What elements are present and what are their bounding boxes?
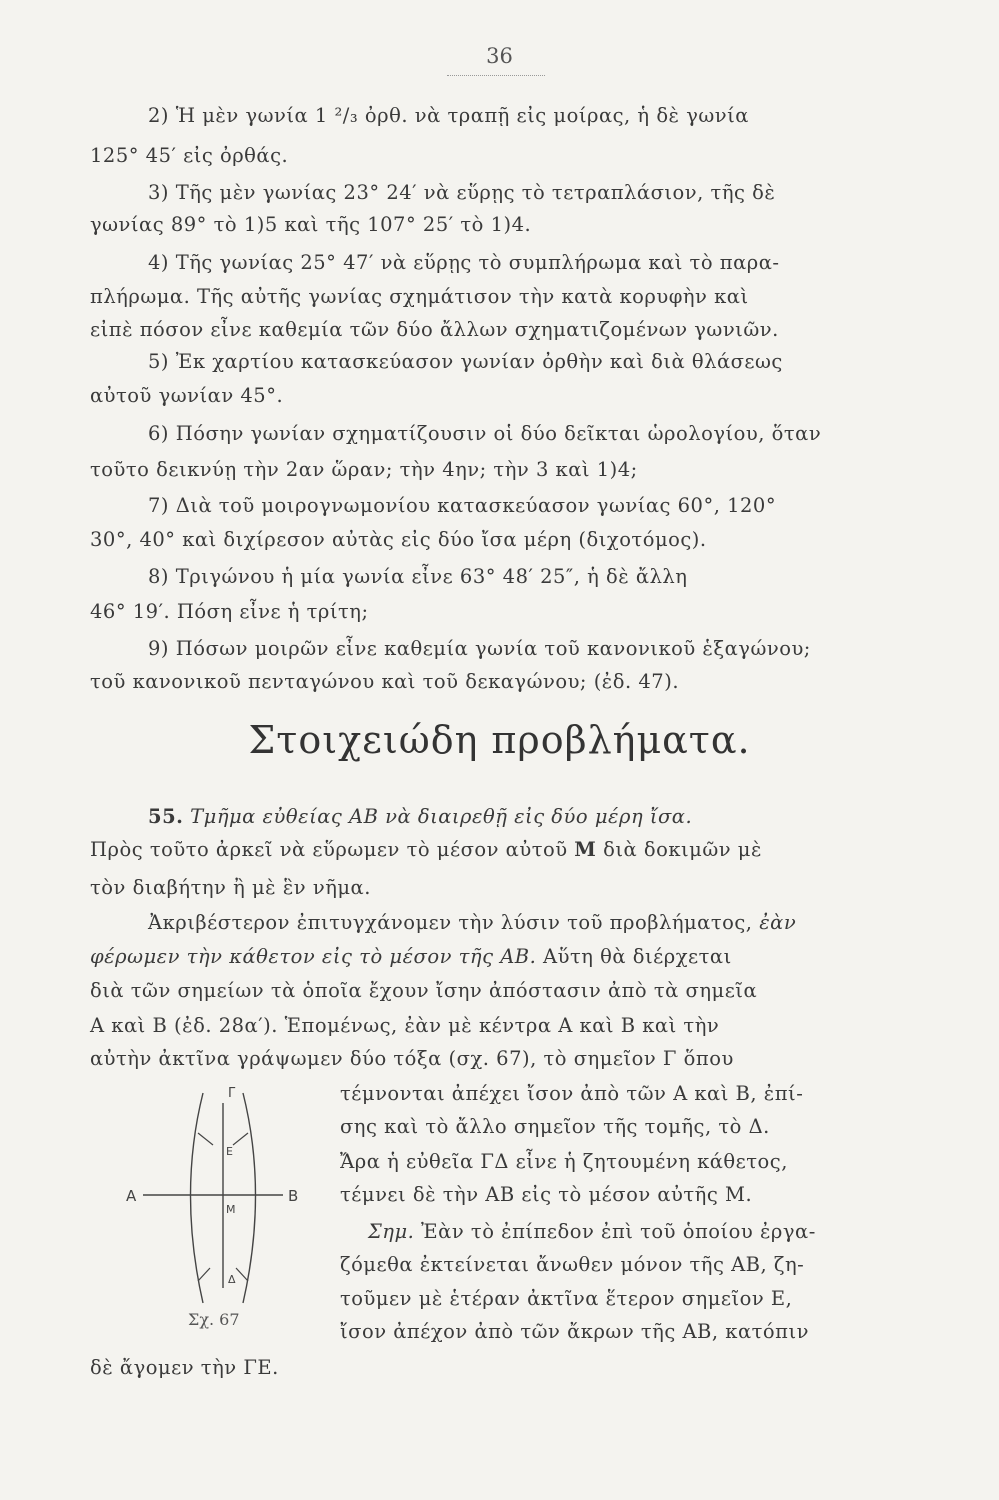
label-m: Μ <box>226 1203 236 1216</box>
section-heading: Στοιχειώδη προβλήματα. <box>248 718 751 762</box>
problem-line <box>90 945 905 969</box>
exercise-line: 125° 45′ εἰς ὀρθάς. <box>90 144 289 167</box>
problem-text: διὰ δοκιμῶν μὲ <box>603 838 762 861</box>
note-label: Σημ. <box>368 1220 415 1243</box>
point-m: Μ <box>574 838 597 861</box>
page-number: 36 <box>486 44 513 68</box>
problem-title: Τμῆμα εὐθείας ΑΒ νὰ διαιρεθῇ εἰς δύο μέρη ἴσα. <box>190 805 693 828</box>
exercise-line: 6) Πόσην γωνίαν σχηματίζουσιν οἱ δύο δεῖκται ὡρολογίου, ὅταν <box>148 422 822 445</box>
right-line: τέμνονται ἀπέχει ἴσον ἀπὸ τῶν Α καὶ Β, ἐπί- <box>340 1082 804 1105</box>
problem-line: τὸν διαβήτην ἢ μὲ ἓν νῆμα. <box>90 876 371 899</box>
note-line: δὲ ἄγομεν τὴν ΓΕ. <box>90 1356 279 1379</box>
problem-italic: ἐὰν <box>759 911 797 934</box>
exercise-line: 4) Τῆς γωνίας 25° 47′ νὰ εὕρῃς τὸ συμπλήρωμα καὶ τὸ παρα- <box>148 251 780 274</box>
exercise-line: 30°, 40° καὶ διχίρεσον αὐτὰς εἰς δύο ἴσα μέρη (διχοτόμος). <box>90 528 707 551</box>
label-e: Ε <box>226 1145 233 1158</box>
right-line: σης καὶ τὸ ἄλλο σημεῖον τῆς τομῆς, τὸ Δ. <box>340 1115 770 1138</box>
exercise-line: πλήρωμα. Τῆς αὐτῆς γωνίας σχημάτισον τὴν κατὰ κορυφὴν καὶ <box>90 285 749 308</box>
exercise-line: γωνίας 89° τὸ 1)5 καὶ τῆς 107° 25′ τὸ 1)4. <box>90 213 532 236</box>
arc-right <box>243 1093 256 1303</box>
right-line: Ἄρα ἡ εὐθεῖα ΓΔ εἶνε ἡ ζητουμένη κάθετος, <box>340 1150 788 1173</box>
figure-caption: Σχ. 67 <box>188 1310 240 1329</box>
label-d: Δ <box>228 1273 236 1286</box>
exercise-line: τοῦ κανονικοῦ πενταγώνου καὶ τοῦ δεκαγώνου; (ἐδ. 47). <box>90 670 680 693</box>
exercise-line: εἰπὲ πόσον εἶνε καθεμία τῶν δύο ἄλλων σχηματιζομένων γωνιῶν. <box>90 318 779 341</box>
problem-line: αὐτὴν ἀκτῖνα γράψωμεν δύο τόξα (σχ. 67), τὸ σημεῖον Γ ὅπου <box>90 1047 734 1070</box>
exercise-line: 8) Τριγώνου ἡ μία γωνία εἶνε 63° 48′ 25″, ἡ δὲ ἄλλη <box>148 565 688 588</box>
problem-italic: φέρωμεν τὴν κάθετον εἰς τὸ μέσον τῆς ΑΒ. <box>90 945 537 968</box>
right-line: τέμνει δὲ τὴν ΑΒ εἰς τὸ μέσον αὐτῆς Μ. <box>340 1183 753 1206</box>
note-text: Ἐὰν τὸ ἐπίπεδον ἐπὶ τοῦ ὁποίου ἐργα- <box>421 1220 816 1243</box>
note-line: ἴσον ἀπέχον ἀπὸ τῶν ἄκρων τῆς ΑΒ, κατόπιν <box>340 1320 809 1343</box>
exercise-line: 2) Ἡ μὲν γωνία 1 ²/₃ ὀρθ. νὰ τραπῇ εἰς μοίρας, ἡ δὲ γωνία <box>148 104 749 127</box>
exercise-line: 3) Τῆς μὲν γωνίας 23° 24′ νὰ εὕρῃς τὸ τετραπλάσιον, τῆς δὲ <box>148 181 776 204</box>
label-g: Γ <box>228 1086 236 1101</box>
tick-right <box>233 1133 248 1145</box>
tick-left <box>198 1133 213 1145</box>
exercise-line: 46° 19′. Πόση εἶνε ἡ τρίτη; <box>90 600 369 623</box>
page-number-rule <box>447 75 545 76</box>
problem-text: Ἀκριβέστερον ἐπιτυγχάνομεν τὴν λύσιν τοῦ προβλήματος, <box>148 911 753 934</box>
exercise-line: αὐτοῦ γωνίαν 45°. <box>90 384 284 407</box>
arc-left <box>191 1093 204 1303</box>
figure-67 <box>118 1073 323 1333</box>
exercise-line: τοῦτο δεικνύῃ τὴν 2αν ὥραν; τὴν 4ην; τὴν 3 καὶ 1)4; <box>90 458 638 481</box>
problem-number: 55. <box>148 805 184 828</box>
label-a: Α <box>126 1187 137 1205</box>
exercise-line: 5) Ἐκ χαρτίου κατασκεύασον γωνίαν ὀρθὴν καὶ διὰ θλάσεως <box>148 350 783 373</box>
exercise-line: 9) Πόσων μοιρῶν εἶνε καθεμία γωνία τοῦ κανονικοῦ ἑξαγώνου; <box>148 637 811 660</box>
problem-title-line <box>90 805 963 829</box>
problem-text: Αὕτη θὰ διέρχεται <box>543 945 732 968</box>
problem-line <box>90 911 963 935</box>
note-line: τοῦμεν μὲ ἑτέραν ἀκτῖνα ἕτερον σημεῖον Ε, <box>340 1287 793 1310</box>
note-line <box>340 1220 938 1244</box>
problem-line: Α καὶ Β (ἐδ. 28α′). Ἑπομένως, ἐὰν μὲ κέντρα Α καὶ Β καὶ τὴν <box>90 1014 720 1037</box>
note-line: ζόμεθα ἐκτείνεται ἄνωθεν μόνον τῆς ΑΒ, ζη- <box>340 1253 805 1276</box>
tick-left-low <box>198 1268 210 1281</box>
exercise-line: 7) Διὰ τοῦ μοιρογνωμονίου κατασκεύασον γωνίας 60°, 120° <box>148 494 777 517</box>
problem-text: Πρὸς τοῦτο ἀρκεῖ νὰ εὕρωμεν τὸ μέσον αὐτοῦ <box>90 838 568 861</box>
label-b: Β <box>288 1187 299 1205</box>
problem-line: διὰ τῶν σημείων τὰ ὁποῖα ἔχουν ἴσην ἀπόστασιν ἀπὸ τὰ σημεῖα <box>90 979 758 1002</box>
tick-right-low <box>236 1268 248 1281</box>
problem-line <box>90 838 905 862</box>
